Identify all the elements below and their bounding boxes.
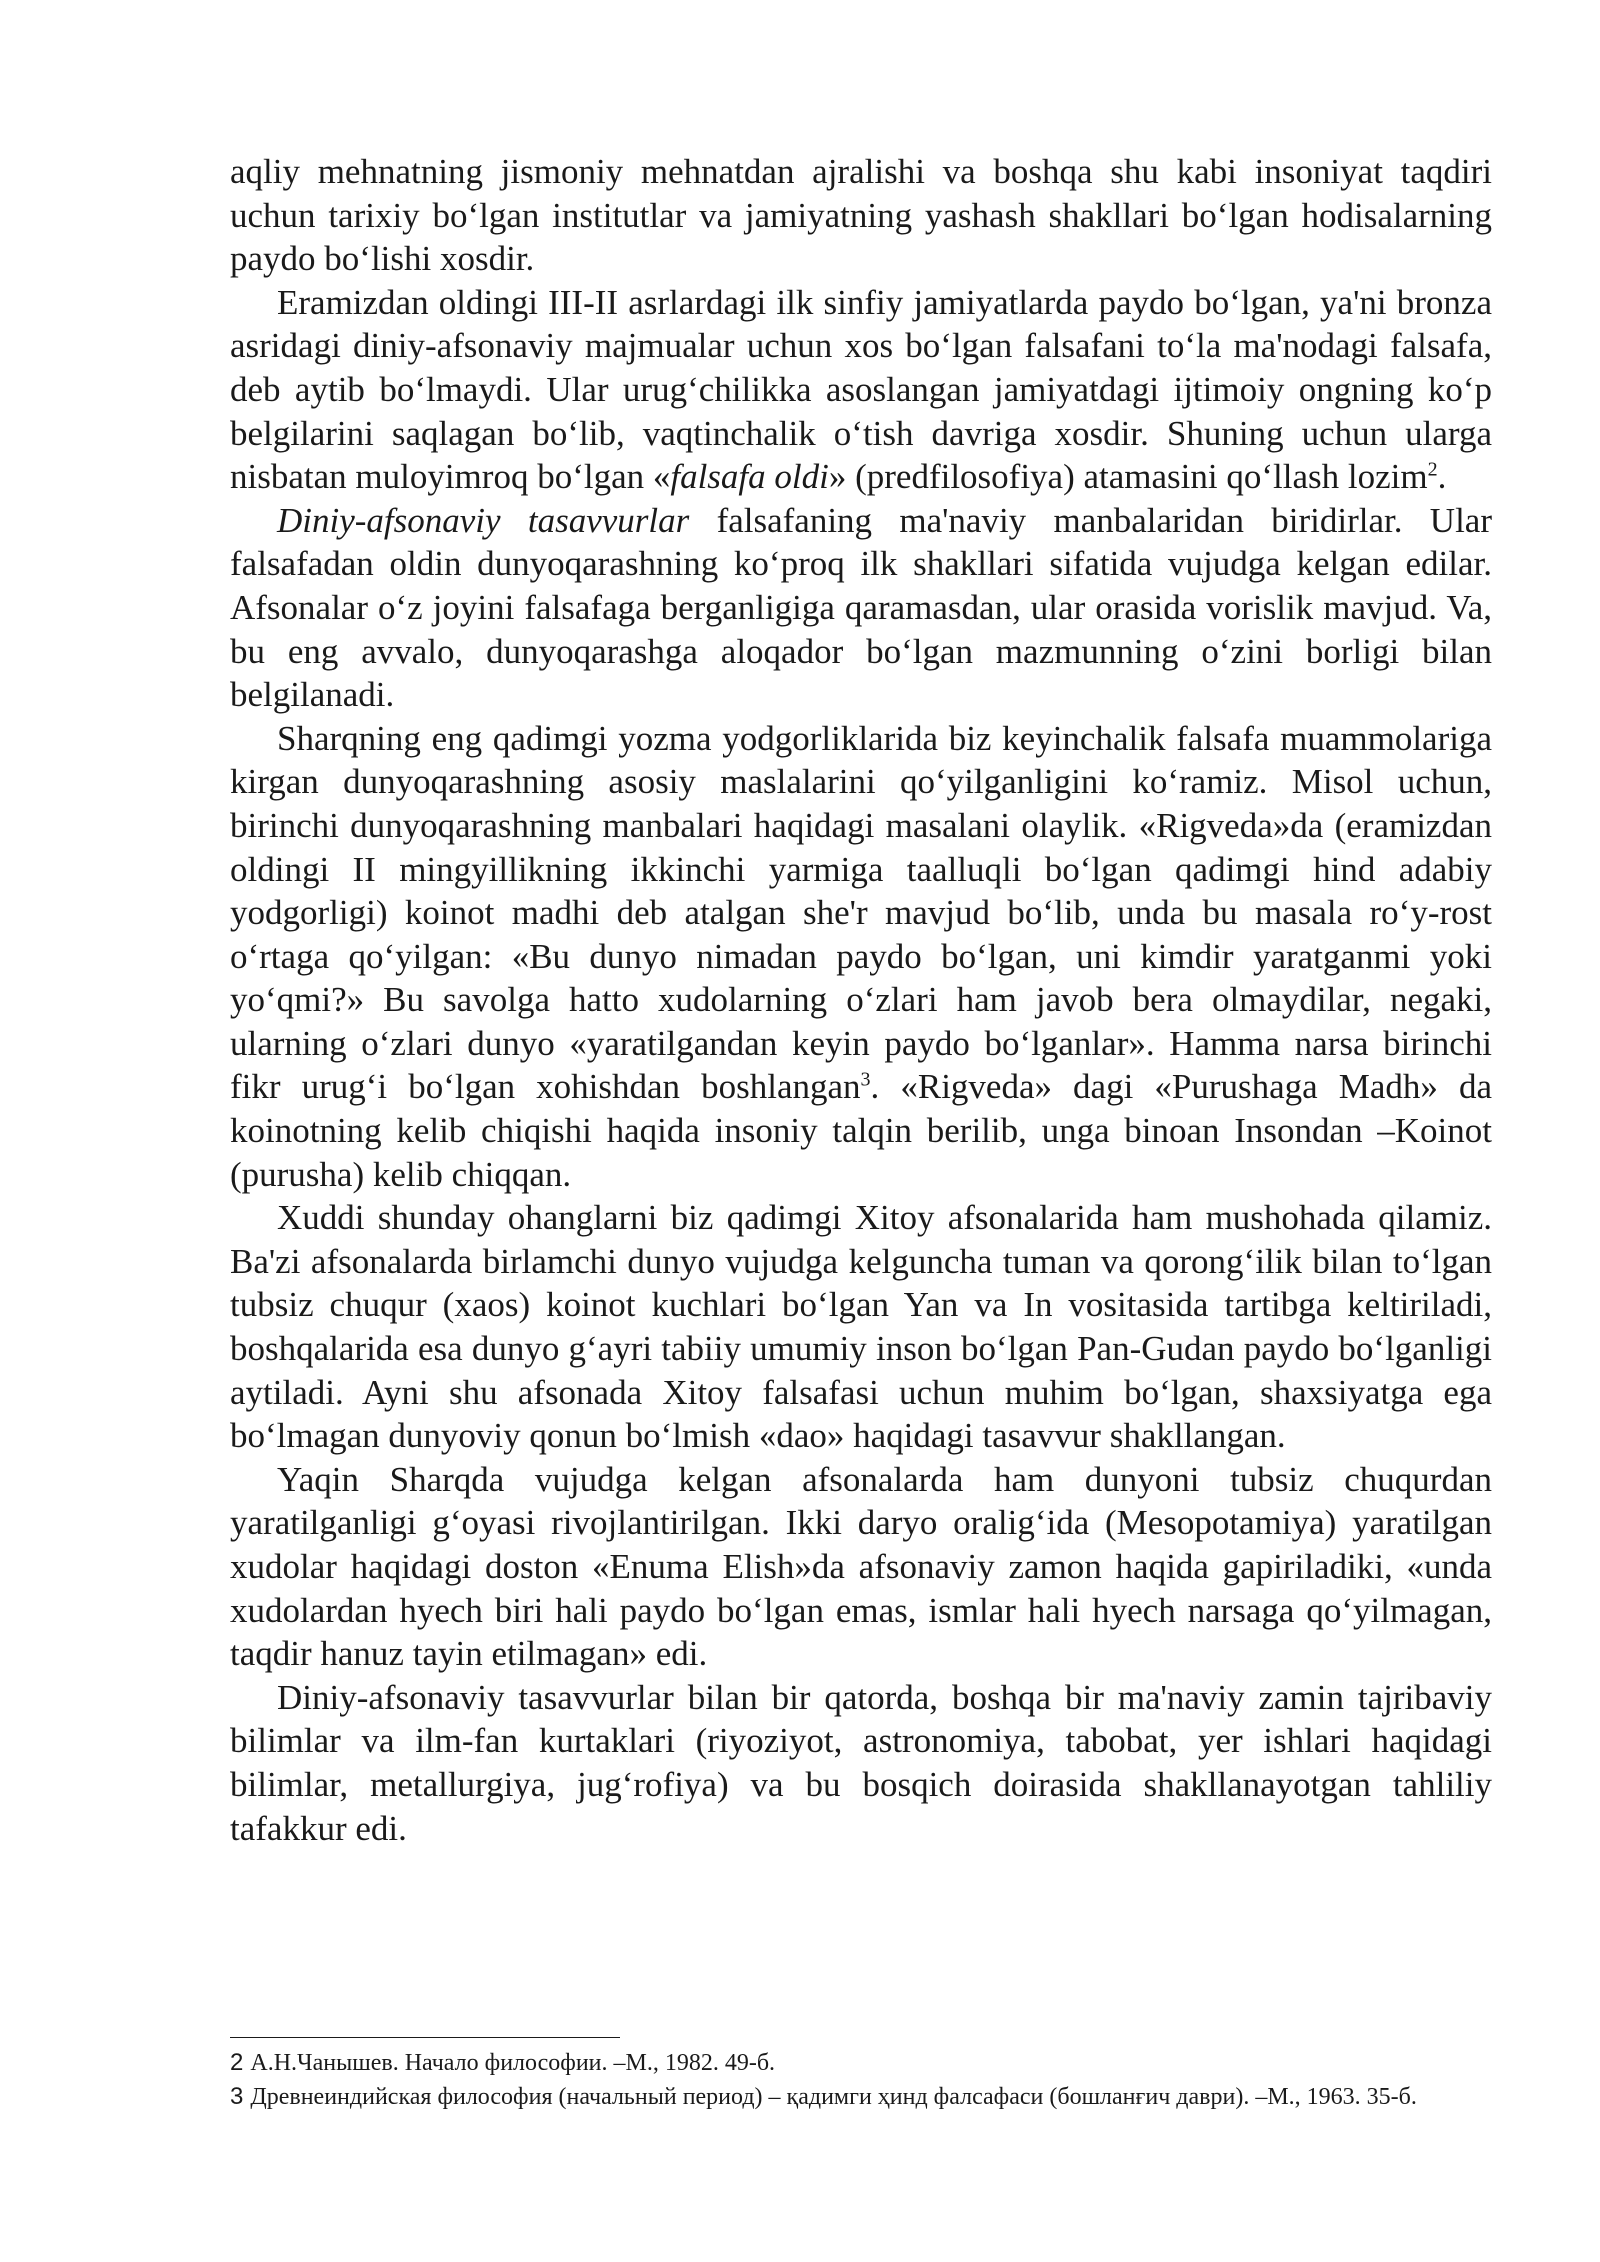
paragraph-3-emphasis: Diniy-afsonaviy tasavvurlar (277, 500, 690, 540)
paragraph-1-text: aqliy mehnatning jismoniy mehnatdan ajralishi va boshqa shu kabi insoniyat taqdiri uchun tarixiy bo‘lgan institutlar va jamiyatning yashash shakllari bo‘lgan hodisalarning paydo bo‘lishi xosdir. (230, 152, 1492, 279)
paragraph-4-text-a: Sharqning eng qadimgi yozma yodgorliklarida biz keyinchalik falsafa muammolariga kirgan dunyoqarashning asosiy maslalarini qo‘yilganligini ko‘ramiz. Misol uchun, birinchi dunyoqarashning manbalari haqidagi masalani olaylik. «Rigveda»da (eramizdan oldingi II mingyillikning ikkinchi yarmiga taalluqli bo‘lgan qadimgi hind adabiy yodgorligi) koinot madhi deb atalgan she'r mavjud bo‘lib, unda bu masala ro‘y-rost o‘rtaga qo‘yilgan: «Bu dunyo nimadan paydo bo‘lgan, uni kimdir yaratganmi yoki yo‘qmi?» Bu savolga hatto xudolarning o‘zlari ham javob bera olmaydilar, negaki, ularning o‘zlari dunyo «yaratilgandan keyin paydo bo‘lganlar». Hamma narsa birinchi fikr urug‘i bo‘lgan xohishdan boshlangan (230, 718, 1492, 1107)
paragraph-4 (230, 717, 1492, 1197)
footnote-number: 2 (230, 2049, 244, 2076)
paragraph-5-text: Xuddi shunday ohanglarni biz qadimgi Xitoy afsonalarida ham mushohada qilamiz. Ba'zi afsonalarda birlamchi dunyo vujudga kelguncha tuman va qorong‘ilik bilan to‘lgan tubsiz chuqur (xaos) koinot kuchlari bo‘lgan Yan va In vositasida tartibga keltiriladi, boshqalarida esa dunyo g‘ayri tabiiy umumiy inson bo‘lgan Pan-Gudan paydo bo‘lganligi aytiladi. Ayni shu afsonada Xitoy falsafasi uchun muhim bo‘lgan, shaxsiyatga ega bo‘lmagan dunyoviy qonun bo‘lmish «dao» haqidagi tasavvur shakllangan. (230, 1198, 1492, 1456)
paragraph-2 (230, 281, 1492, 499)
footnote-3 (230, 2080, 1492, 2114)
paragraph-7 (230, 1676, 1492, 1850)
paragraph-6 (230, 1458, 1492, 1676)
footnote-2 (230, 2046, 1492, 2080)
footnote-divider (230, 2037, 620, 2038)
paragraph-7-text: Diniy-afsonaviy tasavvurlar bilan bir qatorda, boshqa bir ma'naviy zamin tajribaviy bilimlar va ilm-fan kurtaklari (riyoziyot, astronomiya, tabobat, yer ishlari haqidagi bilimlar, metallurgiya, jug‘rofiya) va bu bosqich doirasida shakllanayotgan tahliliy tafakkur edi. (230, 1677, 1492, 1848)
paragraph-5 (230, 1196, 1492, 1458)
footnote-ref-3[interactable]: 3 (860, 1068, 871, 1091)
paragraph-3 (230, 499, 1492, 717)
footnote-text: Древнеиндийская философия (начальный период) – қадимги ҳинд фалсафаси (бошланғич даври). –М., 1963. 35-б. (250, 2084, 1417, 2110)
paragraph-2-text-c: . (1437, 457, 1447, 497)
page-body (230, 150, 1492, 1850)
footnote-ref-2[interactable]: 2 (1427, 458, 1438, 481)
paragraph-2-text-b: » (predfilosofiya) atamasini qo‘llash lozim (828, 457, 1428, 497)
paragraph-2-emphasis: falsafa oldi (670, 457, 829, 497)
footnote-number: 3 (230, 2083, 244, 2110)
footnotes (230, 2046, 1492, 2114)
paragraph-4-text-b: . «Rigveda» dagi «Purushaga Madh» da koinotning kelib chiqishi haqida insoniy talqin berilib, unga binoan Insondan –Koinot (purusha) kelib chiqqan. (230, 1067, 1492, 1194)
footnote-text: А.Н.Чанышев. Начало философии. –М., 1982. 49-б. (250, 2050, 776, 2076)
paragraph-6-text: Yaqin Sharqda vujudga kelgan afsonalarda ham dunyoni tubsiz chuqurdan yaratilganligi g‘oyasi rivojlantirilgan. Ikki daryo oralig‘ida (Mesopotamiya) yaratilgan xudolar haqidagi doston «Enuma Elish»da afsonaviy zamon haqida gapiriladiki, «unda xudolardan hyech biri hali paydo bo‘lgan emas, ismlar hali hyech narsaga qo‘yilmagan, taqdir hanuz tayin etilmagan» edi. (230, 1459, 1492, 1674)
paragraph-2-text-a: Eramizdan oldingi III-II asrlardagi ilk sinfiy jamiyatlarda paydo bo‘lgan, ya'ni bronza asridagi diniy-afsonaviy majmualar uchun xos bo‘lgan falsafani to‘la ma'nodagi falsafa, deb aytib bo‘lmaydi. Ular urug‘chilikka asoslangan jamiyatdagi ijtimoiy ongning ko‘p belgilarini saqlagan bo‘lib, vaqtinchalik o‘tish davriga xosdir. Shuning uchun ularga nisbatan muloyimroq bo‘lgan « (230, 282, 1492, 497)
paragraph-1 (230, 150, 1492, 281)
paragraph-3-text: falsafaning ma'naviy manbalaridan biridirlar. Ular falsafadan oldin dunyoqarashning ko‘proq ilk shakllari sifatida vujudga kelgan edilar. Afsonalar o‘z joyini falsafaga berganligiga qaramasdan, ular orasida vorislik mavjud. Va, bu eng avvalo, dunyoqarashga aloqador bo‘lgan mazmunning o‘zini borligi bilan belgilanadi. (230, 500, 1492, 715)
